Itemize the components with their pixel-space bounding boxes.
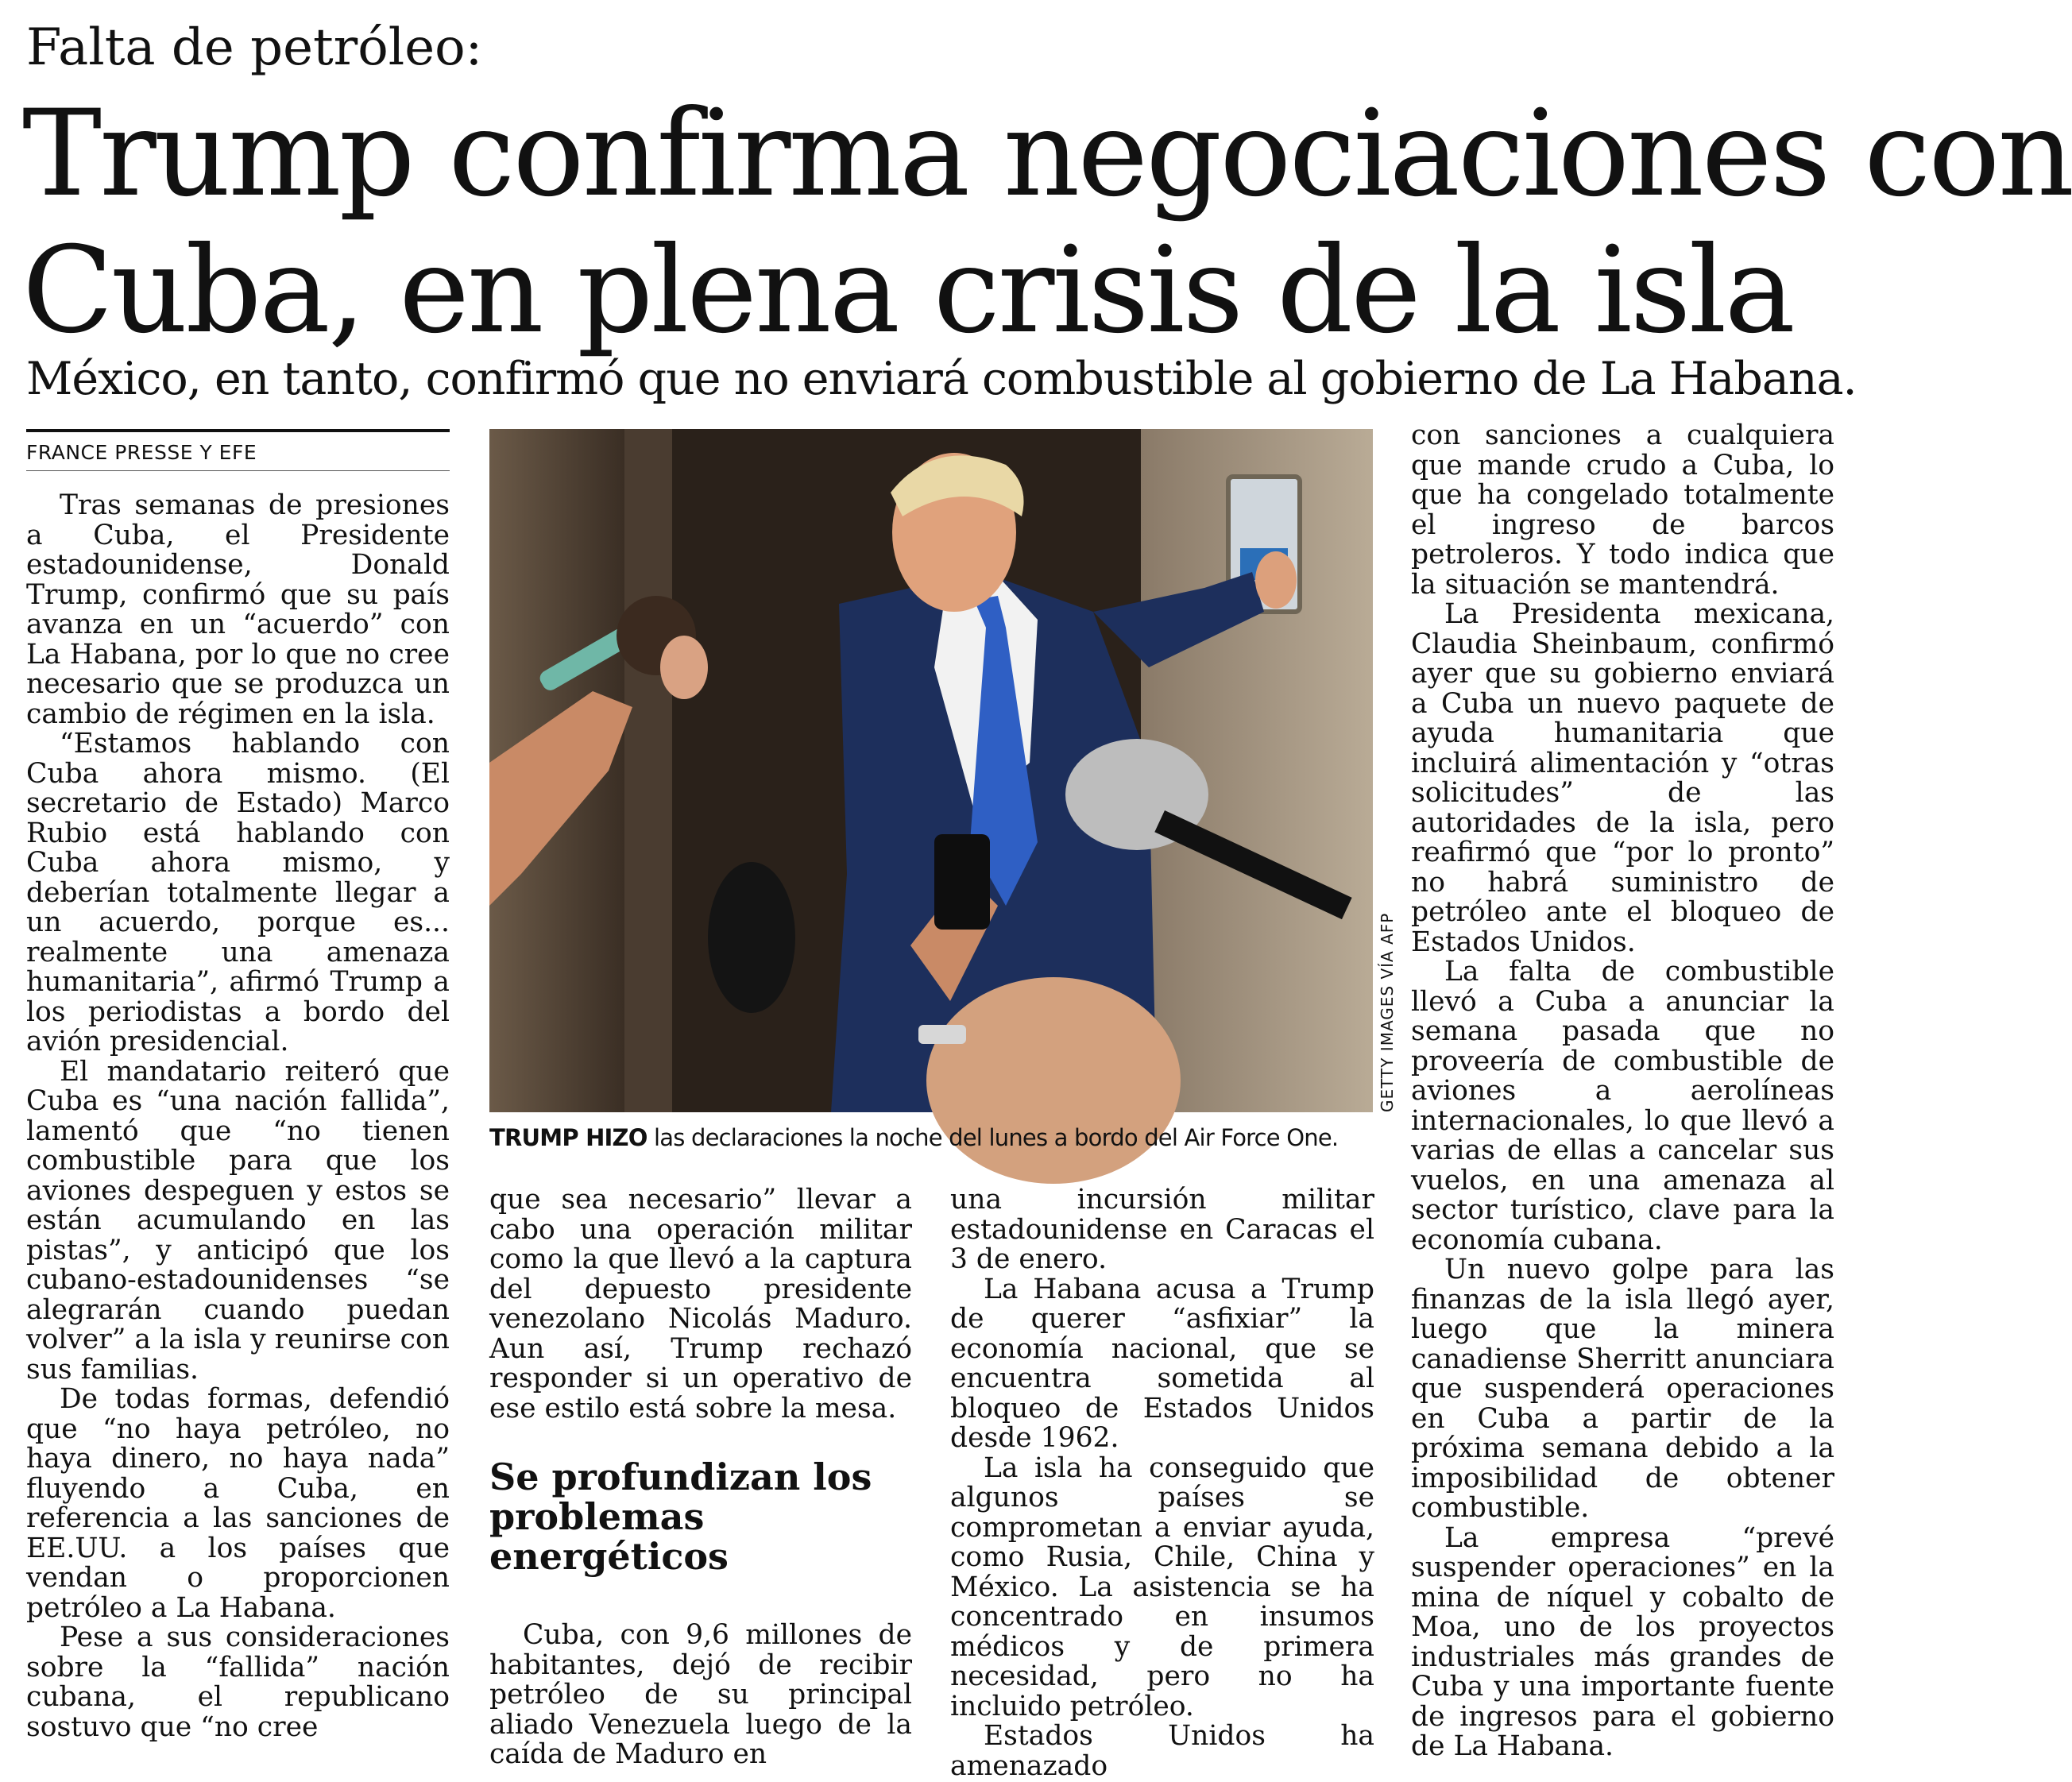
headline-line-2: Cuba, en plena crisis de la isla — [22, 222, 1793, 360]
headline-line-1: Trump confirma negociaciones con — [22, 85, 2072, 223]
headline — [22, 85, 2072, 360]
subhead: Se profundizan los problemas energéticos — [489, 1455, 872, 1578]
paragraph: El mandatario reiteró que Cuba es “una nación fallida”, lamentó que “no tienen combustible para que los aviones despeguen y estos se están acumulando en las pistas”, y anticipó que los cubano-estadounidenses “se alegrarán cuando puedan volver” a la isla y reunirse con sus familias. — [26, 1055, 450, 1386]
paragraph: La isla ha conseguido que algunos países se comprometan a enviar ayuda, como Rusia, Chile, China y México. La asistencia se ha concentrado en insumos médicos y de primera necesidad, pero no ha incluido petróleo. — [950, 1451, 1374, 1722]
byline-rule-bottom — [26, 470, 450, 471]
paragraph: Cuba, con 9,6 millones de habitantes, dejó de recibir petróleo de su principal aliado Venezuela luego de la caída de Maduro en — [489, 1619, 912, 1770]
column-4 — [1411, 421, 1834, 1762]
paragraph: que sea necesario” llevar a cabo una operación militar como la que llevó a la captura del depuesto presidente venezolano Nicolás Maduro. Aun así, Trump rechazó responder si un operativo de ese estilo está sobre la mesa. — [489, 1184, 912, 1424]
kicker: Falta de petróleo: — [26, 18, 483, 77]
paragraph: “Estamos hablando con Cuba ahora mismo. (El secretario de Estado) Marco Rubio está hablando con Cuba ahora mismo, y deberían totalmente llegar a un acuerdo, porque es... realmente una amenaza humanitaria”, afirmó Trump a los periodistas a bordo del avión presidencial. — [26, 728, 450, 1057]
paragraph: una incursión militar estadounidense en Caracas el 3 de enero. — [950, 1184, 1374, 1275]
byline-rule-top — [26, 429, 450, 432]
paragraph: con sanciones a cualquiera que mande crudo a Cuba, lo que ha congelado totalmente el ingreso de barcos petroleros. Y todo indica que la situación se mantendrá. — [1411, 419, 1834, 601]
photo-illustration — [489, 429, 1373, 1112]
byline: FRANCE PRESSE Y EFE — [26, 441, 257, 464]
paragraph: Estados Unidos ha amenazado — [950, 1720, 1374, 1782]
paragraph: De todas formas, defendió que “no haya petróleo, no haya dinero, no haya nada” fluyendo a Cuba, en referencia a las sanciones de EE.UU. a los países que vendan o proporcionen petróleo a La Habana. — [26, 1383, 450, 1624]
paragraph: La empresa “prevé suspender operaciones” en la mina de níquel y cobalto de Moa, uno de los proyectos industriales más grandes de Cuba y una importante fuente de ingresos para el gobierno de La Habana. — [1411, 1521, 1834, 1762]
column-3 — [950, 1185, 1374, 1781]
caption-text: las declaraciones la noche del lunes a bordo del Air Force One. — [647, 1124, 1339, 1151]
photo-credit: GETTY IMAGES VÍA AFP — [1378, 912, 1397, 1112]
paragraph: Un nuevo golpe para las finanzas de la isla llegó ayer, luego que la minera canadiense Sherritt anunciara que suspenderá operaciones en Cuba a partir de la próxima semana debido a la imposibilidad de obtener combustible. — [1411, 1254, 1834, 1524]
deck: México, en tanto, confirmó que no enviará combustible al gobierno de La Habana. — [26, 353, 1857, 405]
column-1 — [26, 491, 450, 1742]
paragraph: Tras semanas de presiones a Cuba, el Presidente estadounidense, Donald Trump, confirmó que su país avanza en un “acuerdo” con La Habana, por lo que no cree necesario que se produzca un cambio de régimen en la isla. — [26, 489, 450, 730]
caption-lead: TRUMP HIZO — [489, 1124, 648, 1151]
paragraph: La falta de combustible llevó a Cuba a anunciar la semana pasada que no proveería de combustible de aviones a aerolíneas internacionales, lo que llevó a varias de ellas a cancelar sus vuelos, en una amenaza al sector turístico, clave para la economía cubana. — [1411, 956, 1834, 1256]
column-2 — [489, 1185, 912, 1770]
paragraph: Pese a sus consideraciones sobre la “fallida” nación cubana, el republicano sostuvo que “no cree — [26, 1622, 450, 1743]
paragraph: La Habana acusa a Trump de querer “asfixiar” la economía nacional, que se encuentra sometida al bloqueo de Estados Unidos desde 1962. — [950, 1273, 1374, 1454]
article-photo — [489, 429, 1373, 1112]
paragraph: La Presidenta mexicana, Claudia Sheinbaum, confirmó ayer que su gobierno enviará a Cuba un nuevo paquete de ayuda humanitaria que incluirá alimentación y “otras solicitudes” de las autoridades de la isla, pero reafirmó que “por lo pronto” no habrá suministro de petróleo ante el bloqueo de Estados Unidos. — [1411, 598, 1834, 958]
photo-caption — [489, 1122, 1395, 1154]
